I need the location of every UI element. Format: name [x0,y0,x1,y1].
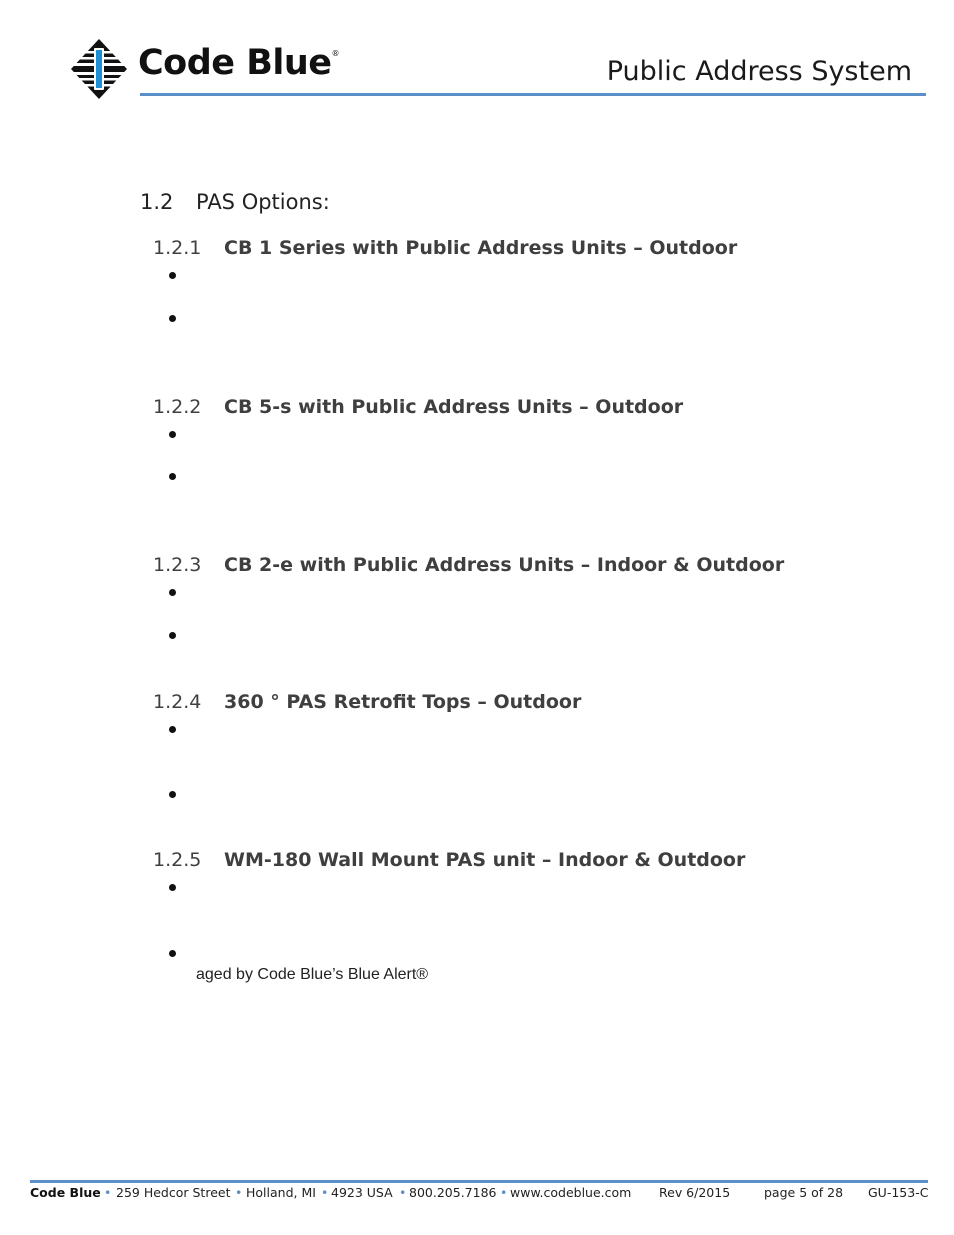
bullet-dot-icon [169,315,176,322]
section-number: 1.2 [140,190,174,214]
page-footer [30,1185,928,1201]
subsection-heading [153,556,873,578]
subsection-title: CB 1 Series with Public Address Units – Outdoor [224,237,738,259]
subsection-number: 1.2.2 [153,396,202,418]
document-title: Public Address System [606,56,912,87]
footer-separator: • [321,1185,329,1200]
subsection-heading [153,693,853,715]
subsection-title: WM-180 Wall Mount PAS unit – Indoor & Outdoor [224,849,746,871]
bullet-dot-icon [169,431,176,438]
bullet-dot-icon [169,473,176,480]
footer-zip: 4923 USA [331,1185,393,1200]
section-heading [140,192,540,216]
footer-street: 259 Hedcor Street [116,1185,231,1200]
footer-page-number: page 5 of 28 [764,1185,844,1200]
subsection-title: 360 ° PAS Retrofit Tops – Outdoor [224,691,582,713]
bullet-dot-icon [169,632,176,639]
footer-city: Holland, MI [246,1185,316,1200]
bullet-dot-icon [169,726,176,733]
footer-separator: • [235,1185,243,1200]
subsection-title: CB 2-e with Public Address Units – Indoor & Outdoor [224,554,785,576]
code-blue-logo-icon [70,38,128,100]
section-title: PAS Options: [196,190,330,214]
subsection-heading [153,239,853,261]
subsection-number: 1.2.3 [153,554,202,576]
bullet-dot-icon [169,791,176,798]
footer-separator: • [500,1185,508,1200]
footer-separator: • [399,1185,407,1200]
subsection-heading [153,851,853,873]
brand-logo-text: Code Blue® [138,43,340,83]
bullet-dot-icon [169,884,176,891]
subsection-title: CB 5-s with Public Address Units – Outdoor [224,396,684,418]
header-divider [140,93,926,96]
subsection-number: 1.2.4 [153,691,202,713]
footer-website-link[interactable]: www.codeblue.com [510,1185,632,1200]
subsection-heading [153,398,853,420]
subsection-number: 1.2.1 [153,237,202,259]
bullet-dot-icon [169,950,176,957]
footer-separator: • [104,1185,112,1200]
bullet-dot-icon [169,589,176,596]
footer-revision: Rev 6/2015 [659,1185,731,1200]
footer-divider [30,1180,928,1183]
footer-brand: Code Blue [30,1185,101,1200]
bullet-dot-icon [169,272,176,279]
truncated-body-text: aged by Code Blue’s Blue Alert® [196,966,429,983]
subsection-number: 1.2.5 [153,849,202,871]
footer-phone: 800.205.7186 [409,1185,497,1200]
footer-doc-id: GU-153-C [868,1185,929,1200]
